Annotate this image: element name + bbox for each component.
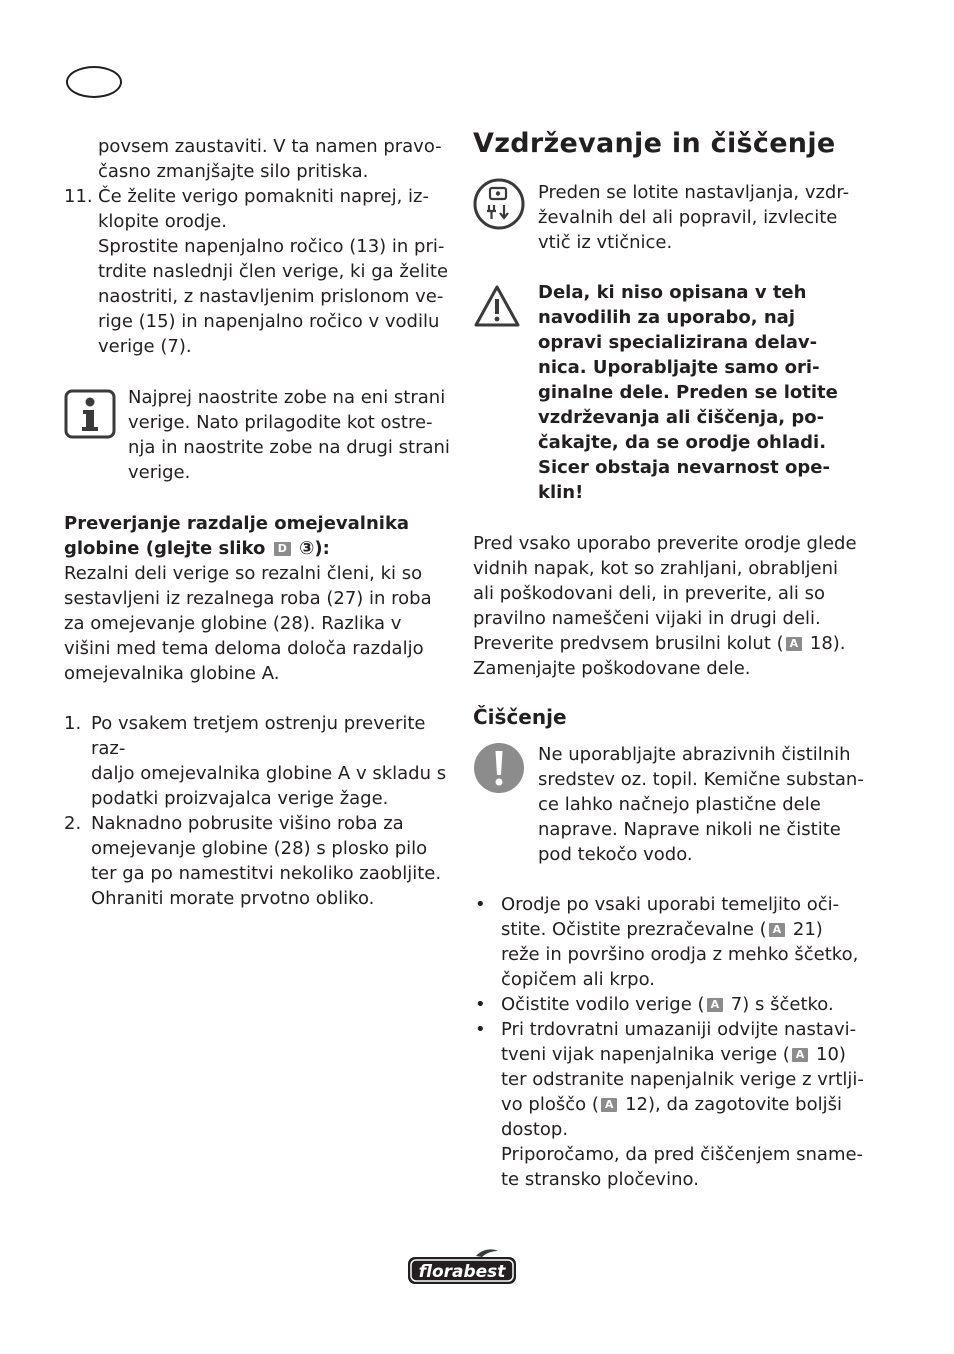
cleaning-bullet-list (473, 892, 865, 1192)
text-fragment: 18). (804, 633, 846, 654)
text-line: Ohraniti morate prvotno obliko. (91, 888, 375, 909)
text-line: Sprostite napenjalno ročico (13) in pri- (98, 236, 445, 257)
list-item (473, 1017, 865, 1192)
text-line: nica. Uporabljajte samo ori- (538, 357, 820, 378)
text-line: dostop. (501, 1119, 569, 1140)
warning-triangle-icon (473, 284, 521, 335)
text-line: verige. Nato prilagodite kot ostre- (128, 412, 433, 433)
text-line (501, 917, 865, 942)
text-line: te stransko pločevino. (501, 1169, 699, 1190)
text-fragment: 10) (810, 1044, 846, 1065)
text-line: klopite orodje. (98, 211, 227, 232)
text-line: rige (15) in napenjalno ročico v vodilu (98, 311, 440, 332)
florabest-logo (406, 1248, 518, 1286)
text-fragment: stite. Očistite prezračevalne ( (501, 919, 767, 940)
heading-text: globine (glejte sliko (64, 538, 266, 559)
text-line: vzdrževanja ali čiščenja, po- (538, 407, 825, 428)
text-line: ter odstranite napenjalnik verige z vrtlji- (501, 1069, 864, 1090)
steps-list (64, 711, 454, 911)
text-line: povsem zaustaviti. V ta namen pravo- (98, 136, 442, 157)
text-line: ter ga po namestitvi nekoliko zaobljite. (91, 863, 442, 884)
text-fragment: Očistite vodilo verige ( (501, 994, 705, 1015)
text-line: daljo omejevalnika globine A v skladu s (91, 763, 447, 784)
text-line: verige (7). (98, 336, 192, 357)
plug-note (473, 180, 865, 255)
info-note (64, 385, 454, 485)
text-line (501, 1092, 865, 1117)
text-line: čakajte, da se orodje ohladi. (538, 432, 827, 453)
text-line: nja in naostrite zobe na drugi strani (128, 437, 450, 458)
text-fragment: 7) s ščetko. (725, 994, 834, 1015)
text-line: Orodje po vsaki uporabi temeljito oči- (501, 894, 840, 915)
text-line: trdite naslednji člen verige, ki ga želite (98, 261, 449, 282)
continued-text (64, 134, 454, 184)
bullet-icon: • (475, 994, 486, 1015)
text-line (473, 631, 865, 656)
text-line: ali poškodovani deli, in preverite, ali so (473, 583, 826, 604)
text-line: Rezalni deli verige so rezalni členi, ki so (64, 563, 423, 584)
text-line: reže in površino orodja z mehko ščetko, (501, 944, 859, 965)
list-item (473, 892, 865, 992)
text-line: ce lahko načnejo plastične dele (538, 794, 821, 815)
text-line: Preden se lotite nastavljanja, vzdr- (538, 182, 850, 203)
text-fragment: Preverite predvsem brusilni kolut ( (473, 633, 784, 654)
text-line: za omejevanje globine (28). Razlika v (64, 613, 402, 634)
text-fragment: 12), da zagotovite boljši (619, 1094, 842, 1115)
text-line: čopičem ali krpo. (501, 969, 655, 990)
text-line: navodilih za uporabo, naj (538, 307, 796, 328)
figure-ref-badge: A (769, 923, 786, 937)
cleaning-heading: Čiščenje (473, 705, 567, 729)
text-line: vidnih napak, kot so zrahljani, obrabljeni (473, 558, 839, 579)
text-line: Če želite verigo pomakniti naprej, iz- (98, 186, 429, 207)
text-line: sestavljeni iz rezalnega roba (27) in roba (64, 588, 432, 609)
list-item (64, 184, 454, 359)
text-line: pravilno nameščeni vijaki in drugi deli. (473, 608, 821, 629)
figure-ref-badge: A (707, 998, 724, 1012)
text-line: Sicer obstaja nevarnost ope- (538, 457, 830, 478)
logo-text: florabest (418, 1262, 506, 1282)
info-icon (64, 389, 116, 446)
text-line: Po vsakem tretjem ostrenju preverite raz- (91, 713, 426, 759)
text-line: Pri trdovratni umazaniji odvijte nastavi- (501, 1019, 857, 1040)
text-line: ginalne dele. Preden se lotite (538, 382, 838, 403)
text-line: omejevalnika globine A. (64, 663, 280, 684)
figure-ref-badge: A (601, 1098, 618, 1112)
text-line: časno zmanjšajte silo pritiska. (98, 161, 369, 182)
list-item (64, 811, 454, 911)
text-line: omejevanje globine (28) s plosko pilo (91, 838, 428, 859)
text-line: Ne uporabljajte abrazivnih čistilnih (538, 744, 851, 765)
text-line (501, 1042, 865, 1067)
page-title: Vzdrževanje in čiščenje (473, 128, 836, 159)
text-line: Najprej naostrite zobe na eni strani (128, 387, 446, 408)
text-line: klin! (538, 482, 584, 503)
text-fragment: tveni vijak napenjalnika verige ( (501, 1044, 790, 1065)
text-line: naostriti, z nastavljenim prislonom ve- (98, 286, 444, 307)
text-line: Zamenjajte poškodovane dele. (473, 658, 751, 679)
list-number: 1. (64, 713, 82, 734)
list-item (473, 992, 865, 1017)
text-line: Naknadno pobrusite višino roba za (91, 813, 404, 834)
section-heading-line2 (64, 536, 454, 561)
inspection-paragraph (473, 531, 865, 681)
caution-note (473, 742, 865, 867)
text-line: Pred vsako uporabo preverite orodje glede (473, 533, 857, 554)
heading-text: ③): (299, 538, 330, 559)
text-line (501, 992, 865, 1017)
text-fragment: 21) (787, 919, 823, 940)
text-line: opravi specializirana delav- (538, 332, 818, 353)
text-line: vtič iz vtičnice. (538, 232, 673, 253)
figure-ref-badge: A (786, 637, 803, 651)
text-line: Dela, ki niso opisana v teh (538, 282, 807, 303)
warning-note (473, 280, 865, 505)
text-line: podatki proizvajalca verige žage. (91, 788, 389, 809)
figure-ref-badge: A (792, 1048, 809, 1062)
section-heading: Preverjanje razdalje omejevalnika (64, 513, 410, 534)
bullet-icon: • (475, 1019, 486, 1040)
text-line: sredstev oz. topil. Kemične substan- (538, 769, 864, 790)
language-badge (66, 66, 122, 98)
right-column (473, 128, 865, 1192)
section-check (64, 511, 454, 686)
list-item (64, 711, 454, 811)
bullet-icon: • (475, 894, 486, 915)
text-line: višini med tema deloma določa razdaljo (64, 638, 424, 659)
list-number: 11. (64, 186, 93, 207)
text-line: ževalnih del ali popravil, izvlecite (538, 207, 838, 228)
list-number: 2. (64, 813, 82, 834)
text-line: Priporočamo, da pred čiščenjem sname- (501, 1144, 864, 1165)
text-line: naprave. Naprave nikoli ne čistite (538, 819, 841, 840)
caution-exclamation-icon (473, 742, 525, 801)
unplug-icon (473, 178, 525, 237)
text-line: verige. (128, 462, 191, 483)
text-line: pod tekočo vodo. (538, 844, 693, 865)
figure-ref-badge: D (274, 542, 291, 556)
text-fragment: vo ploščo ( (501, 1094, 599, 1115)
left-column (64, 134, 454, 911)
